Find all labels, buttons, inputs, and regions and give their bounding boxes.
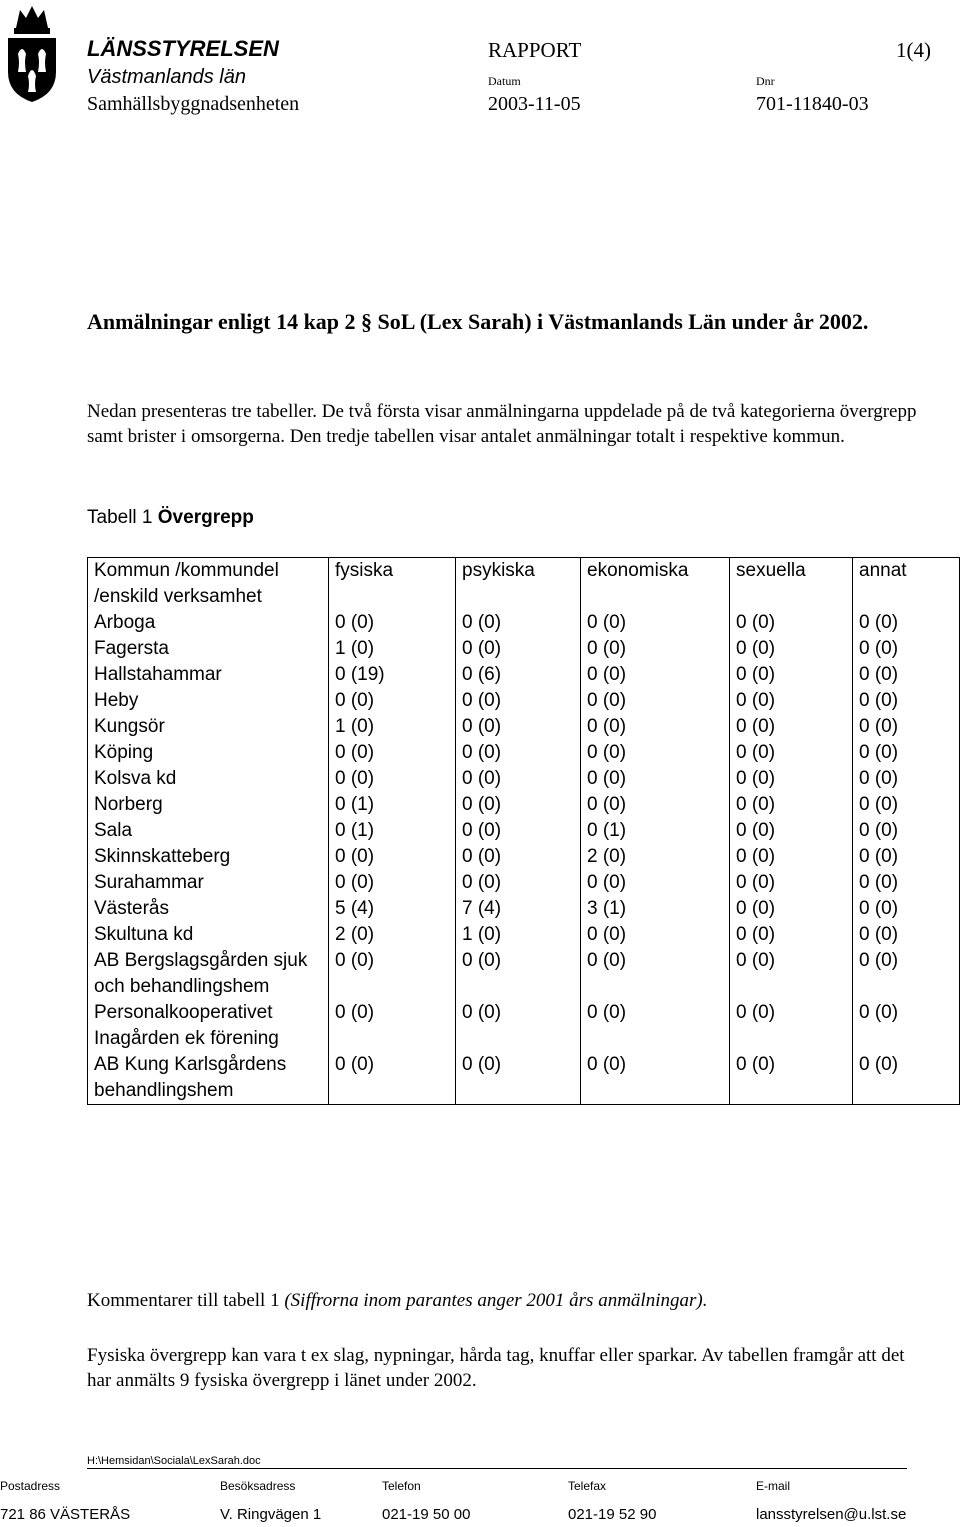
table-caption-title: Övergrepp <box>157 507 254 528</box>
row-value-cell: 3 (1) <box>581 896 730 922</box>
physical-abuse-paragraph: Fysiska övergrepp kan vara t ex slag, nypningar, hårda tag, knuffar eller sparkar. Av tabellen framgår att det har anmälts 9 fysiska övergrepp i länet under 2002. <box>87 1345 905 1391</box>
footer-divider <box>87 1468 907 1469</box>
table-header-row <box>88 558 960 611</box>
row-value-cell: 0 (0) <box>730 688 853 714</box>
table-row <box>88 792 960 818</box>
row-value-cell: 0 (0) <box>730 1052 853 1105</box>
row-kommun-cell: AB Bergslagsgården sjuk och behandlingshem <box>88 948 329 1000</box>
row-value-cell: 0 (0) <box>853 870 960 896</box>
row-value-cell: 0 (0) <box>329 610 456 636</box>
row-value-cell: 0 (0) <box>581 662 730 688</box>
dnr-label: Dnr <box>756 74 775 88</box>
row-value-cell: 0 (0) <box>581 766 730 792</box>
organization-name: LÄNSSTYRELSEN <box>87 36 279 61</box>
comment-prefix: Kommentarer till tabell 1 <box>87 1290 280 1311</box>
row-value-cell: 2 (0) <box>329 922 456 948</box>
row-value-cell: 0 (0) <box>730 792 853 818</box>
row-value-cell: 0 (0) <box>329 766 456 792</box>
header-fysiska: fysiska <box>329 558 456 611</box>
row-value-cell: 0 (0) <box>730 636 853 662</box>
row-value-cell: 0 (6) <box>456 662 581 688</box>
row-kommun-cell: Skultuna kd <box>88 922 329 948</box>
header-annat: annat <box>853 558 960 611</box>
table-caption-prefix: Tabell 1 <box>87 507 153 528</box>
header-kommun: Kommun /kommundel /enskild verksamhet <box>88 558 329 611</box>
row-value-cell: 0 (0) <box>853 688 960 714</box>
row-value-cell: 0 (1) <box>329 818 456 844</box>
row-kommun-cell: Kolsva kd <box>88 766 329 792</box>
row-kommun-cell: Arboga <box>88 610 329 636</box>
row-value-cell: 0 (0) <box>730 922 853 948</box>
row-value-cell: 0 (0) <box>456 740 581 766</box>
row-value-cell: 0 (0) <box>730 818 853 844</box>
row-value-cell: 7 (4) <box>456 896 581 922</box>
table-row <box>88 896 960 922</box>
row-value-cell: 0 (0) <box>853 1052 960 1105</box>
row-value-cell: 0 (0) <box>581 610 730 636</box>
table-comment <box>87 1290 707 1312</box>
header-ekonomiska: ekonomiska <box>581 558 730 611</box>
row-value-cell: 0 (1) <box>581 818 730 844</box>
footer-label-postadress: Postadress <box>0 1479 61 1493</box>
row-value-cell: 0 (0) <box>329 948 456 1000</box>
row-kommun-cell: Heby <box>88 688 329 714</box>
dnr-value: 701-11840-03 <box>756 93 869 115</box>
row-value-cell: 0 (0) <box>730 766 853 792</box>
row-value-cell: 0 (0) <box>581 636 730 662</box>
table-row <box>88 636 960 662</box>
date-label: Datum <box>488 74 521 88</box>
table-row <box>88 948 960 1000</box>
abuse-table <box>87 557 960 1105</box>
row-value-cell: 0 (0) <box>581 714 730 740</box>
row-value-cell: 0 (0) <box>853 792 960 818</box>
row-value-cell: 0 (0) <box>329 688 456 714</box>
row-value-cell: 0 (0) <box>730 1000 853 1052</box>
row-value-cell: 0 (0) <box>581 870 730 896</box>
row-value-cell: 0 (0) <box>329 1000 456 1052</box>
row-kommun-cell: Västerås <box>88 896 329 922</box>
row-value-cell: 0 (0) <box>456 636 581 662</box>
table-body <box>88 610 960 1105</box>
row-value-cell: 0 (0) <box>730 714 853 740</box>
row-value-cell: 0 (0) <box>730 662 853 688</box>
row-value-cell: 0 (0) <box>456 610 581 636</box>
row-value-cell: 0 (0) <box>853 922 960 948</box>
table-row <box>88 740 960 766</box>
date-value: 2003-11-05 <box>488 93 581 115</box>
header-psykiska: psykiska <box>456 558 581 611</box>
row-value-cell: 0 (0) <box>853 766 960 792</box>
document-heading: Anmälningar enligt 14 kap 2 § SoL (Lex Sarah) i Västmanlands Län under år 2002. <box>87 309 869 334</box>
row-value-cell: 1 (0) <box>329 636 456 662</box>
table-row <box>88 922 960 948</box>
department-name: Samhällsbyggnadsenheten <box>87 93 300 115</box>
footer-email: lansstyrelsen@u.lst.se <box>756 1506 907 1523</box>
footer-label-email: E-mail <box>756 1479 791 1493</box>
row-kommun-cell: Norberg <box>88 792 329 818</box>
row-value-cell: 0 (1) <box>329 792 456 818</box>
comment-note: (Siffrorna inom parantes anger 2001 års anmälningar). <box>284 1290 708 1311</box>
row-value-cell: 0 (0) <box>456 1000 581 1052</box>
row-kommun-cell: AB Kung Karlsgårdens behandlingshem <box>88 1052 329 1105</box>
row-value-cell: 1 (0) <box>456 922 581 948</box>
file-path: H:\Hemsidan\Sociala\LexSarah.doc <box>87 1455 261 1467</box>
row-kommun-cell: Hallstahammar <box>88 662 329 688</box>
footer-label-telefon: Telefon <box>382 1479 421 1493</box>
row-value-cell: 0 (0) <box>730 610 853 636</box>
row-kommun-cell: Surahammar <box>88 870 329 896</box>
row-value-cell: 2 (0) <box>581 844 730 870</box>
table-row <box>88 610 960 636</box>
intro-paragraph: Nedan presenteras tre tabeller. De två första visar anmälningarna uppdelade på de två kategorierna övergrepp samt brister i omsorgerna. Den tredje tabellen visar antalet anmälningar totalt i respektive kommun. <box>87 401 917 447</box>
row-value-cell: 0 (0) <box>853 844 960 870</box>
row-value-cell: 0 (0) <box>329 1052 456 1105</box>
row-value-cell: 0 (0) <box>730 948 853 1000</box>
row-value-cell: 0 (0) <box>581 1052 730 1105</box>
row-value-cell: 0 (0) <box>456 766 581 792</box>
report-type: RAPPORT <box>488 38 582 62</box>
row-value-cell: 0 (0) <box>853 610 960 636</box>
row-value-cell: 0 (0) <box>581 688 730 714</box>
footer-label-besoksadress: Besöksadress <box>220 1479 296 1493</box>
row-value-cell: 0 (0) <box>456 870 581 896</box>
row-kommun-cell: Skinnskatteberg <box>88 844 329 870</box>
row-value-cell: 0 (0) <box>730 740 853 766</box>
table-row <box>88 818 960 844</box>
row-kommun-cell: Personalkooperativet Inagården ek förening <box>88 1000 329 1052</box>
table-row <box>88 714 960 740</box>
row-value-cell: 0 (0) <box>853 1000 960 1052</box>
page-number: 1(4) <box>896 38 931 62</box>
table-row <box>88 766 960 792</box>
row-value-cell: 0 (0) <box>730 870 853 896</box>
region-name: Västmanlands län <box>87 66 246 88</box>
row-value-cell: 0 (0) <box>456 818 581 844</box>
footer-telefax: 021-19 52 90 <box>568 1506 657 1523</box>
row-value-cell: 0 (0) <box>853 636 960 662</box>
header-sexuella: sexuella <box>730 558 853 611</box>
row-value-cell: 0 (0) <box>329 844 456 870</box>
row-value-cell: 0 (0) <box>853 818 960 844</box>
table-row <box>88 662 960 688</box>
row-value-cell: 0 (0) <box>853 896 960 922</box>
table-row <box>88 844 960 870</box>
row-value-cell: 0 (0) <box>853 714 960 740</box>
row-kommun-cell: Sala <box>88 818 329 844</box>
table-row <box>88 1052 960 1105</box>
row-kommun-cell: Kungsör <box>88 714 329 740</box>
row-value-cell: 0 (0) <box>730 896 853 922</box>
row-value-cell: 0 (19) <box>329 662 456 688</box>
footer-telefon: 021-19 50 00 <box>382 1506 471 1523</box>
row-value-cell: 0 (0) <box>730 844 853 870</box>
row-value-cell: 0 (0) <box>581 740 730 766</box>
row-value-cell: 0 (0) <box>581 948 730 1000</box>
row-value-cell: 0 (0) <box>329 870 456 896</box>
row-kommun-cell: Köping <box>88 740 329 766</box>
table-row <box>88 870 960 896</box>
row-value-cell: 0 (0) <box>456 844 581 870</box>
row-value-cell: 0 (0) <box>456 714 581 740</box>
row-value-cell: 0 (0) <box>581 922 730 948</box>
table-row <box>88 688 960 714</box>
table-row <box>88 1000 960 1052</box>
footer-label-telefax: Telefax <box>568 1479 607 1493</box>
row-value-cell: 1 (0) <box>329 714 456 740</box>
row-value-cell: 0 (0) <box>456 1052 581 1105</box>
row-value-cell: 0 (0) <box>581 1000 730 1052</box>
row-kommun-cell: Fagersta <box>88 636 329 662</box>
table-caption <box>87 507 254 529</box>
coat-of-arms-logo <box>2 2 62 104</box>
footer-postadress: 721 86 VÄSTERÅS <box>0 1506 131 1523</box>
row-value-cell: 0 (0) <box>853 948 960 1000</box>
row-value-cell: 0 (0) <box>456 948 581 1000</box>
row-value-cell: 0 (0) <box>329 740 456 766</box>
row-value-cell: 0 (0) <box>456 688 581 714</box>
row-value-cell: 0 (0) <box>853 740 960 766</box>
row-value-cell: 0 (0) <box>456 792 581 818</box>
footer-besoksadress: V. Ringvägen 1 <box>220 1506 322 1523</box>
row-value-cell: 0 (0) <box>853 662 960 688</box>
row-value-cell: 5 (4) <box>329 896 456 922</box>
row-value-cell: 0 (0) <box>581 792 730 818</box>
